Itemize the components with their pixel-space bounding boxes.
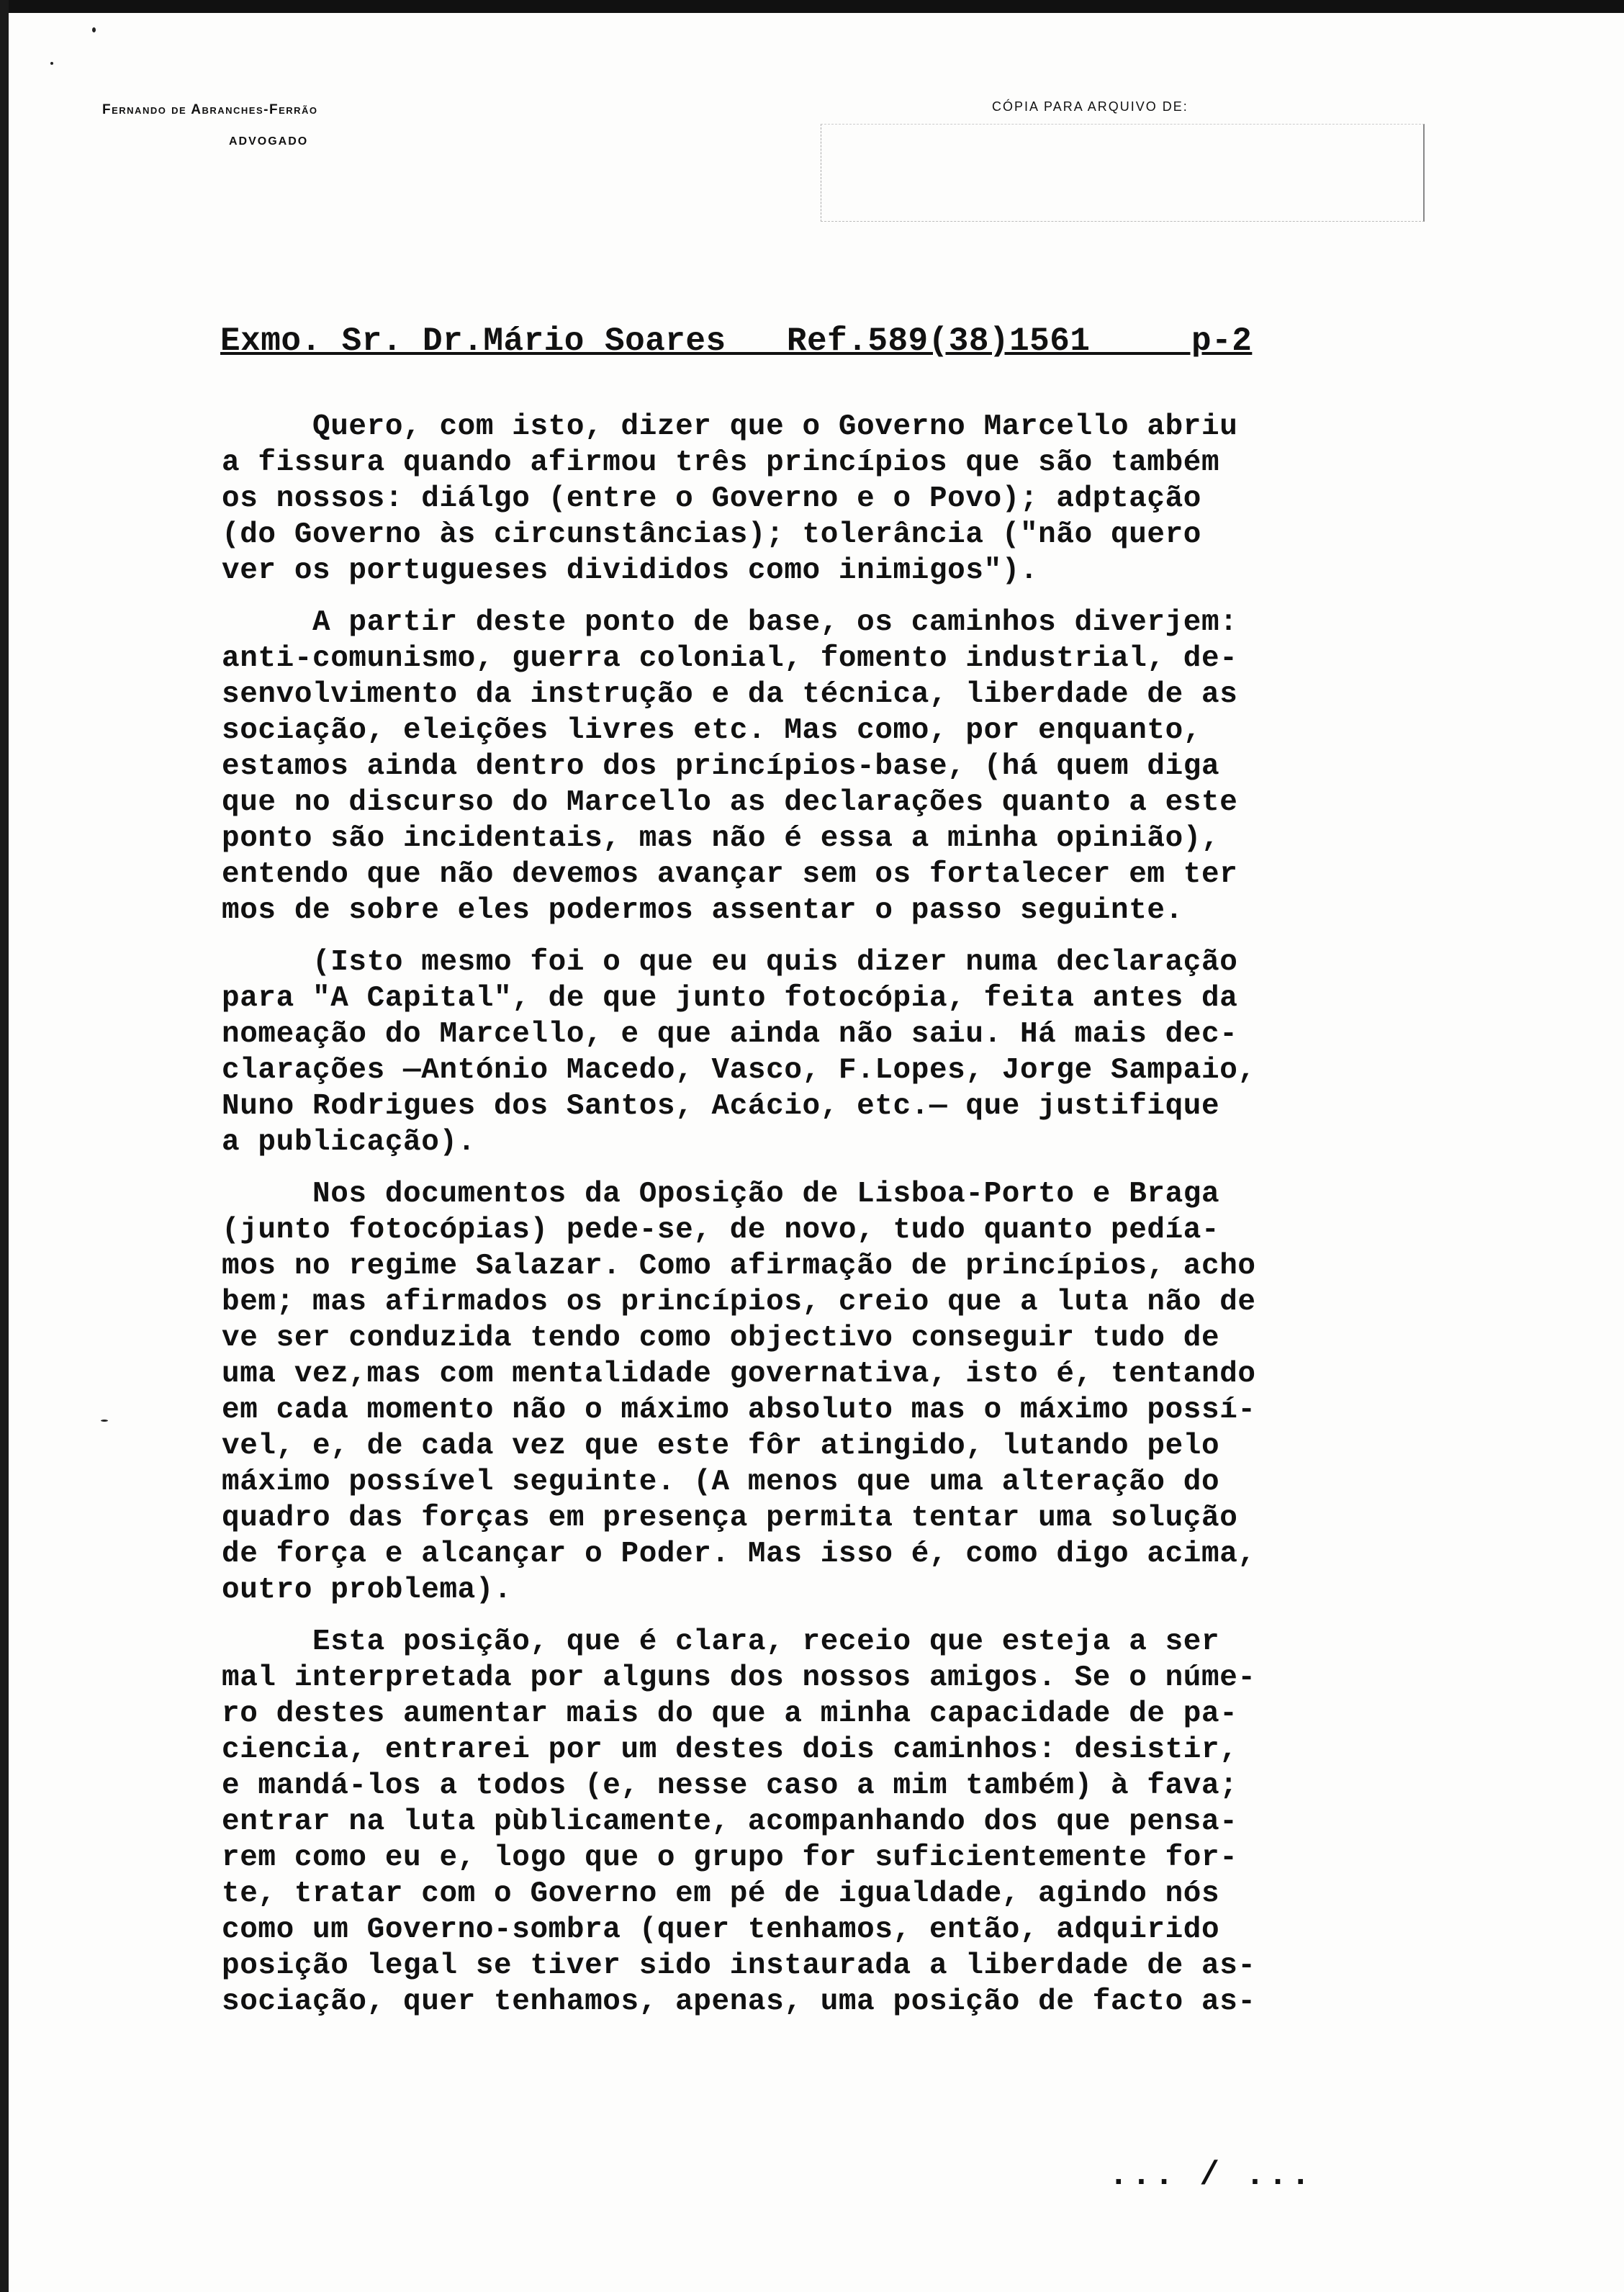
text-line: quadro das forças em presença permita tentar uma solução: [222, 1502, 1238, 1535]
text-line: a publicação).: [222, 1126, 476, 1159]
paragraph-gap: [222, 1608, 1460, 1624]
text-line: ciencia, entrarei por um destes dois caminhos: desistir,: [222, 1733, 1238, 1767]
text-line: sociação, quer tenhamos, apenas, uma posição de facto as-: [222, 1985, 1256, 2018]
text-line: (junto fotocópias) pede-se, de novo, tudo quanto pedía-: [222, 1214, 1220, 1247]
copy-box: [821, 124, 1425, 222]
scan-left-edge: [0, 0, 9, 2292]
text-line: mos de sobre eles podermos assentar o passo seguinte.: [222, 894, 1183, 927]
text-line: os nossos: diálgo (entre o Governo e o Povo); adptação: [222, 482, 1202, 515]
scan-speck: [101, 1420, 108, 1422]
text-line: outro problema).: [222, 1574, 513, 1607]
text-line: ponto são incidentais, mas não é essa a minha opinião),: [222, 822, 1220, 855]
reference-line: Exmo. Sr. Dr.Mário Soares Ref.589(38)1561 p-2: [220, 322, 1253, 360]
paragraph: [222, 944, 1460, 1160]
paragraph-gap: [222, 1160, 1460, 1176]
text-line: ve ser conduzida tendo como objectivo conseguir tudo de: [222, 1322, 1220, 1355]
text-line: e mandá-los a todos (e, nesse caso a mim também) à fava;: [222, 1769, 1238, 1803]
text-line: mos no regime Salazar. Como afirmação de princípios, acho: [222, 1250, 1256, 1283]
text-line: senvolvimento da instrução e da técnica, liberdade de as: [222, 678, 1238, 711]
text-line: que no discurso do Marcello as declarações quanto a este: [222, 786, 1238, 819]
text-line: máximo possível seguinte. (A menos que uma alteração do: [222, 1466, 1220, 1499]
scan-speck: [92, 27, 96, 32]
scan-top-edge: [0, 0, 1624, 13]
text-line: vel, e, de cada vez que este fôr atingido, lutando pelo: [222, 1430, 1220, 1463]
text-line: entendo que não devemos avançar sem os fortalecer em ter: [222, 858, 1238, 891]
continuation-mark: ... / ...: [1109, 2157, 1314, 2194]
letterhead-name: Fernando de Abranches-Ferrão: [102, 102, 318, 117]
text-line: Nos documentos da Oposição de Lisboa-Porto e Braga: [222, 1178, 1220, 1211]
text-line: Quero, com isto, dizer que o Governo Marcello abriu: [222, 410, 1238, 443]
paragraph: [222, 1176, 1460, 1608]
text-line: entrar na luta pùblicamente, acompanhando dos que pensa-: [222, 1805, 1238, 1838]
text-line: posição legal se tiver sido instaurada a liberdade de as-: [222, 1949, 1256, 1982]
paragraph: [222, 409, 1460, 589]
text-line: de força e alcançar o Poder. Mas isso é, como digo acima,: [222, 1538, 1256, 1571]
text-line: sociação, eleições livres etc. Mas como, por enquanto,: [222, 714, 1202, 747]
text-line: anti-comunismo, guerra colonial, fomento industrial, de-: [222, 642, 1238, 675]
text-line: bem; mas afirmados os princípios, creio que a luta não de: [222, 1286, 1256, 1319]
text-line: Nuno Rodrigues dos Santos, Acácio, etc.— que justifique: [222, 1090, 1220, 1123]
text-line: ro destes aumentar mais do que a minha capacidade de pa-: [222, 1697, 1238, 1731]
paragraph-gap: [222, 589, 1460, 605]
letter-body: [222, 409, 1460, 2020]
text-line: nomeação do Marcello, e que ainda não saiu. Há mais dec-: [222, 1018, 1238, 1051]
text-line: te, tratar com o Governo em pé de igualdade, agindo nós: [222, 1877, 1220, 1910]
text-line: ver os portugueses divididos como inimigos").: [222, 554, 1039, 587]
paragraph-gap: [222, 929, 1460, 944]
text-line: a fissura quando afirmou três princípios que são também: [222, 446, 1220, 479]
text-line: Esta posição, que é clara, receio que esteja a ser: [222, 1625, 1220, 1659]
text-line: (do Governo às circunstâncias); tolerância ("não quero: [222, 518, 1202, 551]
paragraph: [222, 1624, 1460, 2020]
text-line: clarações —António Macedo, Vasco, F.Lopes, Jorge Sampaio,: [222, 1054, 1256, 1087]
letterhead-title: ADVOGADO: [229, 135, 309, 148]
scan-speck: [50, 62, 53, 65]
copy-label: CÓPIA PARA ARQUIVO DE:: [992, 99, 1188, 114]
text-line: para "A Capital", de que junto fotocópia, feita antes da: [222, 982, 1238, 1015]
text-line: estamos ainda dentro dos princípios-base, (há quem diga: [222, 750, 1220, 783]
text-line: A partir deste ponto de base, os caminhos diverjem:: [222, 606, 1238, 639]
paragraph: [222, 605, 1460, 929]
text-line: mal interpretada por alguns dos nossos amigos. Se o núme-: [222, 1661, 1256, 1695]
text-line: rem como eu e, logo que o grupo for suficientemente for-: [222, 1841, 1238, 1874]
text-line: em cada momento não o máximo absoluto mas o máximo possí-: [222, 1394, 1256, 1427]
text-line: uma vez,mas com mentalidade governativa, isto é, tentando: [222, 1358, 1256, 1391]
text-line: (Isto mesmo foi o que eu quis dizer numa declaração: [222, 946, 1238, 979]
text-line: como um Governo-sombra (quer tenhamos, então, adquirido: [222, 1913, 1220, 1946]
